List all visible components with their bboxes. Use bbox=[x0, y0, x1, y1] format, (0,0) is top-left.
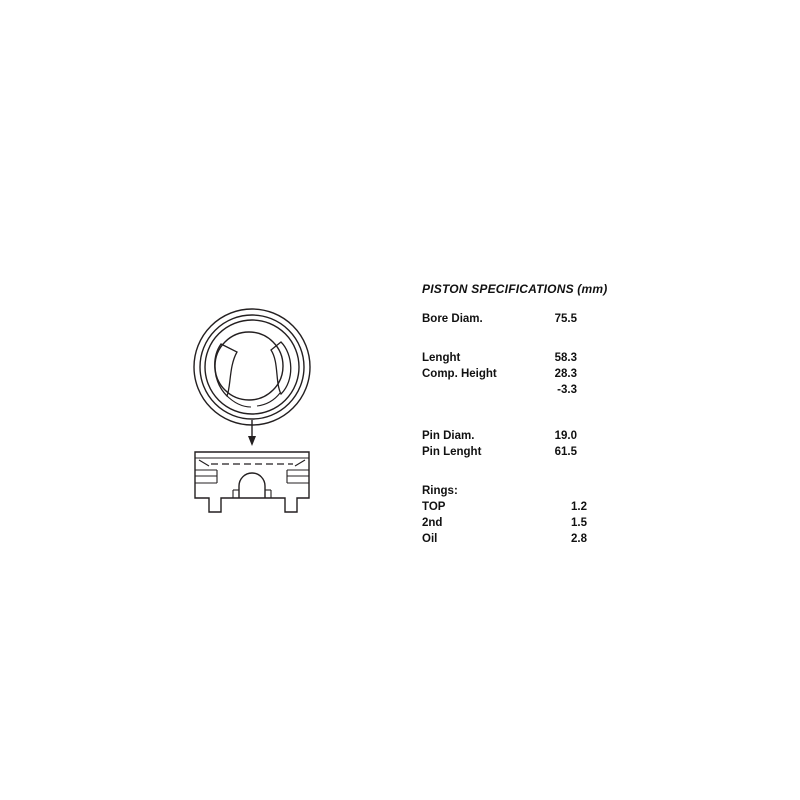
piston-drawing bbox=[185, 300, 345, 530]
table-row bbox=[422, 369, 672, 385]
spec-label-pin-lenght: Pin Lenght bbox=[422, 446, 482, 458]
table-row bbox=[422, 534, 672, 550]
spec-value-pin-lenght: 61.5 bbox=[554, 446, 577, 458]
spec-value-ring-2nd: 1.5 bbox=[571, 517, 587, 529]
arrow-head bbox=[248, 436, 256, 446]
spec-value-ring-oil: 2.8 bbox=[571, 533, 587, 545]
spec-value-comp-height: 28.3 bbox=[554, 368, 577, 380]
spec-value-pin-diam: 19.0 bbox=[554, 430, 577, 442]
pin-bore-outline bbox=[239, 473, 265, 498]
spacer bbox=[422, 330, 672, 353]
spec-value-bore-diam: 75.5 bbox=[554, 313, 577, 325]
right-relief-tail bbox=[257, 393, 280, 406]
table-row bbox=[422, 447, 672, 463]
piston-specifications-table bbox=[422, 283, 672, 550]
spec-section-heading-rings: Rings: bbox=[422, 485, 458, 497]
outer-circle bbox=[194, 309, 310, 425]
piston-body-outline bbox=[195, 452, 309, 512]
direction-arrow bbox=[248, 420, 256, 446]
spec-label-ring-oil: Oil bbox=[422, 533, 438, 545]
left-relief-tail bbox=[226, 395, 251, 407]
spacer bbox=[422, 463, 672, 486]
spec-label-ring-2nd: 2nd bbox=[422, 517, 443, 529]
table-row bbox=[422, 385, 672, 401]
spec-table-title: PISTON SPECIFICATIONS (mm) bbox=[422, 282, 608, 296]
spec-label-pin-diam: Pin Diam. bbox=[422, 430, 475, 442]
table-row bbox=[422, 431, 672, 447]
table-row bbox=[422, 518, 672, 534]
spacer bbox=[422, 401, 672, 431]
spec-label-lenght: Lenght bbox=[422, 352, 461, 364]
piston-drawing-svg bbox=[185, 300, 345, 530]
table-row bbox=[422, 353, 672, 369]
piston-side-section-view bbox=[195, 452, 309, 512]
spec-value-dish-offset: -3.3 bbox=[557, 384, 577, 396]
spec-label-ring-top: TOP bbox=[422, 501, 446, 513]
spec-value-ring-top: 1.2 bbox=[571, 501, 587, 513]
spec-label-bore-diam: Bore Diam. bbox=[422, 313, 483, 325]
piston-top-view bbox=[194, 309, 310, 425]
right-chamfer bbox=[295, 460, 305, 466]
table-row bbox=[422, 314, 672, 330]
bowl-circle bbox=[215, 332, 283, 400]
table-row bbox=[422, 502, 672, 518]
right-crescent-relief bbox=[271, 342, 291, 394]
left-chamfer bbox=[199, 460, 209, 466]
spec-label-comp-height: Comp. Height bbox=[422, 368, 497, 380]
spec-value-lenght: 58.3 bbox=[554, 352, 577, 364]
